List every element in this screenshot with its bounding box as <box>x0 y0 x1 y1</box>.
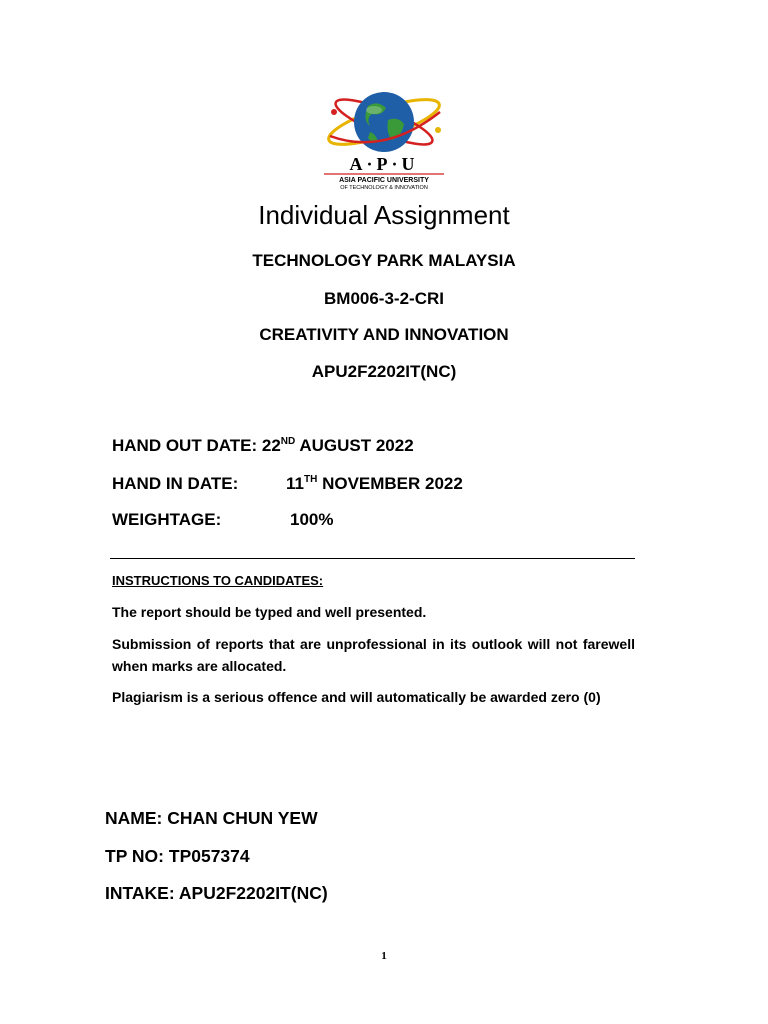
student-intake: APU2F2202IT(NC) <box>178 883 328 903</box>
student-name-row <box>105 808 318 829</box>
hand-in-day: 11 <box>286 474 304 493</box>
logo-line1: ASIA PACIFIC UNIVERSITY <box>339 177 429 184</box>
weightage-label: WEIGHTAGE: <box>112 510 222 529</box>
tp-number-row <box>105 846 250 867</box>
hand-in-date-row <box>112 474 463 494</box>
globe-logo-icon <box>304 86 464 190</box>
instruction-item: Plagiarism is a serious offence and will automatically be awarded zero (0) <box>112 689 601 705</box>
campus-name: TECHNOLOGY PARK MALAYSIA <box>252 251 516 270</box>
hand-out-suffix: ND <box>280 436 296 447</box>
weightage-row <box>112 510 333 530</box>
apu-logo <box>304 86 464 190</box>
hand-out-rest: AUGUST 2022 <box>299 436 414 455</box>
intake-code: APU2F2202IT(NC) <box>311 362 457 381</box>
weightage-value: 100% <box>290 510 334 529</box>
intake-label: INTAKE: <box>105 883 175 903</box>
document-title: Individual Assignment <box>258 200 510 230</box>
hand-in-rest: NOVEMBER 2022 <box>322 474 463 493</box>
tp-number: TP057374 <box>168 846 250 866</box>
hand-out-label: HAND OUT DATE: <box>112 436 258 455</box>
instruction-item: Submission of reports that are unprofessional in its outlook will not farewell when marks are allocated. <box>112 636 635 674</box>
hand-in-label: HAND IN DATE: <box>112 474 239 493</box>
page-number: 1 <box>381 950 387 962</box>
student-name: CHAN CHUN YEW <box>167 808 318 828</box>
instruction-item: The report should be typed and well presented. <box>112 604 427 620</box>
intake-row <box>105 883 328 904</box>
logo-acronym: A·P·U <box>349 154 419 174</box>
divider <box>110 558 635 559</box>
module-code: BM006-3-2-CRI <box>324 289 444 308</box>
hand-out-day: 22 <box>261 436 281 455</box>
hand-out-date-row <box>112 436 414 456</box>
logo-line2: OF TECHNOLOGY & INNOVATION <box>340 185 428 190</box>
name-label: NAME: <box>105 808 163 828</box>
instructions-heading: INSTRUCTIONS TO CANDIDATES: <box>112 573 324 588</box>
module-name: CREATIVITY AND INNOVATION <box>259 325 509 344</box>
tp-label: TP NO: <box>105 846 164 866</box>
hand-in-suffix: TH <box>303 474 318 485</box>
